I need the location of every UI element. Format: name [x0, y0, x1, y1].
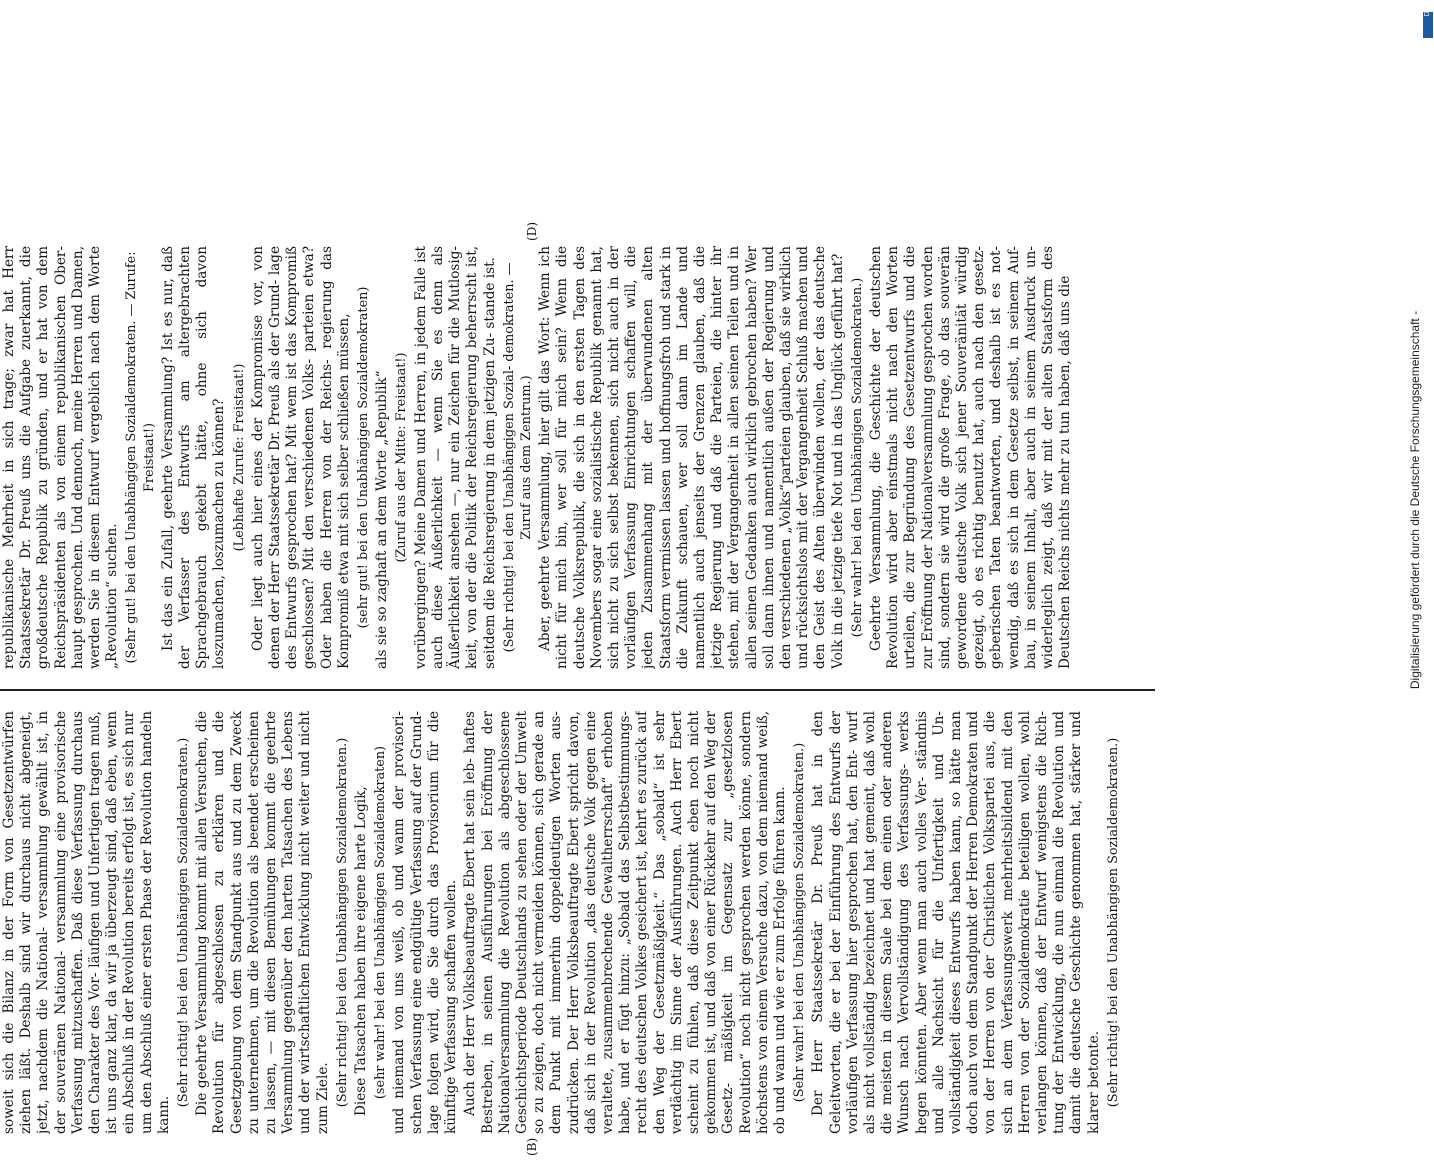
right-column	[0, 246, 1155, 669]
paragraph-text: Ist das ein Zufall, geehrte Versammlung? Ist es nur, daß der Verfasser des Entwurfs am altergebrachten Sprachgebrauch gekebt hätte, ohne sich davon loszumachen, loszumachen zu können?	[159, 245, 228, 669]
stage-direction	[1105, 711, 1122, 1134]
stage-direction	[849, 246, 866, 669]
paragraph-text: als sie so zaghaft an dem Worte „Republik“	[374, 370, 391, 669]
paragraph-text: (sehr wahr! bei den Unabhängigen Sozialdemokraten)	[373, 745, 389, 1100]
paragraph	[462, 711, 789, 1134]
text-columns	[0, 222, 1155, 1156]
paragraph	[160, 246, 229, 669]
paragraph	[391, 711, 460, 1134]
stage-direction	[231, 246, 248, 669]
paragraph-text: Diese Tatsachen haben ihre eigene harte Logik,	[353, 786, 370, 1116]
stage-direction	[123, 246, 157, 669]
paragraph-text: Die geehrte Versammlung kommt mit allen Versuchen, die Revolution für abgeschlossen zu erklären und die Gesetzgebung von dem Standpunkt aus und zu dem Zweck zu unternehmen, um die Revolution als beendet erscheinen zu lassen, — mit diesen Bemühungen kommt die geehrte Versammlung gegenüber den harten Tatsachen des Lebens und der wirtschaftlichen Entwicklung nicht weiter und nicht zum Ziele.	[194, 710, 331, 1134]
paragraph-text: Geehrte Versammlung, die Geschichte der deutschen Revolution wird aber einstmals nicht nach den Worten urteilen, die zur Begründung des Gesetzentwurfs und die zur Eröffnung der Nationalversammlung gesprochen worden sind, sondern sie wird die große Frage, ob das souverän gewordene deutsche Volk sich jener Souveränität würdig gezeigt, ob es richtig benutzt hat, auch nach den gesetz- geberischen Taten beantworten, und deshalb ist es not- wendig, daß es sich in dem Gesetze selbst, in seinem Auf- bau, in seinem Inhalt, aber auch in seinem Ausdruck un- widerleglich zeigt, daß wir mit der alten Staatsform des Deutschen Reichs nichts mehr zu tun haben, daß uns die	[867, 245, 1074, 669]
stage-direction	[334, 711, 351, 1134]
dfg-logo-text: DFG	[1424, 1, 1431, 17]
paragraph	[0, 246, 121, 669]
paragraph-text: (Sehr wahr! bei den Unabhängigen Sozialdemokraten.)	[849, 277, 865, 638]
paragraph-text: vorübergingen? Meine Damen und Herren, in jedem Falle ist auch diese Äußerlichkeit — wenn Sie es denn als Äußerlichkeit ansehen —, nur ein Zeichen für die Mutlosig- keit, von der die Politik der Reichsregierung beherrscht ist, seitdem die Reichsregierung in dem jetzigen Zu- stande ist.	[412, 245, 498, 669]
paragraph-text: (Sehr richtig! bei den Unabhängigen Sozialdemokraten.)	[334, 737, 350, 1108]
paragraph-text: und niemand von uns weiß, ob und wann der provisori- schen Verfassung eine endgültige Verfassung auf der Grund- lage folgen wird, die Sie durch das Provisorium für die künftige Verfassung schaffen wollen.	[391, 710, 460, 1134]
stage-direction	[791, 711, 808, 1134]
paragraph-text: (Sehr gut! bei den Unabhängigen Sozialdemokraten. — Zurufe: Freistaat!)	[124, 251, 157, 664]
left-column	[0, 711, 1155, 1134]
paragraph-text: Aber, geehrte Versammlung, hier gilt das Wort: Wenn ich nicht für mich bin, wer soll für mich sein? Wenn die deutsche Volksrepublik, die sich in den ersten Tagen des Novembers sogar eine sozialistische Republik genannt hat, sich nicht zu sich selbst bekennen, sich nicht auch in der vorläufigen Verfassung Einrichtungen schaffen will, die jeden Zusammenhang mit der überwundenen alten Staatsform vermissen lassen und hoffnungsfroh und stark in die Zukunft schauen, wer soll dann im Lande und namentlich auch jenseits der Grenzen glauben, daß die jetzige Regierung und daß die Parteien, die hinter ihr stehen, mit der Vergangenheit in allen seinen Teilen und in allen seinen Gedanken auch wirklich gebrochen haben? Wer soll dann ihnen und namentlich außen der Regierung und den verschiedenen „Volks“parteien glauben, daß sie wirklich und rücksichtslos mit der Vergangenheit Schluß machen und den Geist des Alten überwinden wollen, der das deutsche Volk in die jetzige tiefe Not und in das Unglück geführt hat?	[537, 245, 846, 669]
watermark-text: Digitalisierung gefördert durch die Deutsche Forschungsgemeinschaft -	[1408, 310, 1422, 690]
stage-direction	[355, 246, 372, 669]
paragraph-text: Auch der Herr Volksbeauftragte Ebert hat sein leb- haftes Bestreben, in seinen Ausführungen bei Eröffnung der Nationalversammlung die Revolution als abgeschlossene Geschichtsperiode Deutschlands zu sehen oder der Umwelt so zu zeigen, doch nicht vermeiden können, sich gerade an dem Punkt mit immerhin doppeldeutigen Worten aus- zudrücken. Der Herr Volksbeauftragte Ebert spricht davon, daß sich in der Revolution „das deutsche Volk gegen eine veraltete, zusammenbrechende Gewaltherrschaft“ erhoben habe, und er fügt hinzu: „Sobald das Selbstbestimmungs- recht des deutschen Volkes gesichert ist, kehrt es zurück auf den Weg der Gesetzmäßigkeit.“ Das „sobald“ ist sehr verdächtig im Sinne der Ausführungen. Auch Herr Ebert scheint zu fühlen, daß diese Zeitpunkt eben noch nicht gekommen ist, und daß von einer Rückkehr auf den Weg der Gesetz- mäßigkeit im Gegensatz zur „gesetzlosen Revolution“ noch nicht gesprochen werden könne, sondern höchstens von einem Versuche dazu, von dem niemand weiß, ob und wann und wie er zum Erfolge führen kann.	[462, 710, 788, 1134]
stage-direction	[501, 246, 535, 669]
digitization-watermark	[1392, 10, 1424, 990]
paragraph-text: Der Herr Staatssekretär Dr. Preuß hat in den Geleitworten, die er bei der Einführung des Entwurfs der vorläufigen Verfassung hier gesprochen hat, den Ent- wurf als nicht vollständig bezeichnet und hat gemeint, daß wohl die meisten in diesem Saale bei dem einen oder anderen Wunsch nach Vervollständigung des Verfassungs- werks hegen könnten. Aber wenn man auch volles Ver- ständnis und alle Nachsicht für die Unfertigkeit und Un- vollständigkeit dieses Entwurfs haben kann, so hätte man doch auch von dem Standpunkt der Herren Demokraten und von der Herren von der Christlichen Volkspartei aus, die sich an dem Verfassungswerk mehrheitsbildend mit den Herren von der Sozialdemokratie beteiligen wollen, wohl verlangen können, daß der Entwurf wenigstens die Rich- tung der Entwicklung, die nun einmal die Revolution und damit die deutsche Geschichte genommen hat, stärker und klarer betonte.	[810, 710, 1102, 1134]
paragraph-text: (Sehr wahr! bei den Unabhängigen Sozialdemokraten.)	[792, 742, 808, 1103]
paragraph	[250, 246, 353, 669]
stage-direction	[393, 246, 410, 669]
paragraph-text: republikanische Mehrheit in sich trage; zwar hat Herr Staatssekretär Dr. Preuß uns die Aufgabe zuerkannt, die großdeutsche Republik zu gründen, und er hat von dem Reichspräsidenten als von einem republikanischen Ober- haupt gesprochen. Und dennoch, meine Herren und Damen, werden Sie in diesem Entwurf vergeblich nach dem Worte „Revolution“ suchen.	[1, 245, 121, 669]
rotated-page	[0, 220, 1177, 1160]
margin-marker-b: (B)	[525, 1137, 539, 1156]
paragraph-text: (Sehr richtig! bei den Unabhängigen Sozialdemokraten.)	[176, 737, 192, 1108]
paragraph-text: soweit sich die Bilanz in der Form von Gesetzentwürfen ziehen läßt. Deshalb sind wir durchaus nicht abgeneigt, jetzt, nachdem die National- versammlung gewählt ist, in der souveränen National- versammlung eine provisorische Verfassung mitzuschaffen. Daß diese Verfassung durchaus den Charakter des Vor- läufigen und Unfertigen tragen muß, ist uns ganz klar, da wir ja überzeugt sind, daß eben, wenn ein Abschluß in der Revolution bereits erfolgt ist, es sich nur um den Abschluß einer ersten Phase der Revolution handeln kann.	[1, 710, 172, 1134]
dfg-logo	[1423, 1, 1433, 38]
paragraph-text: (Sehr richtig! bei den Unabhängigen Sozial- demokraten. — Zuruf aus dem Zentrum.)	[501, 262, 534, 653]
paragraph	[537, 246, 847, 669]
paragraph-text: Oder liegt auch hier eines der Kompromisse vor, von denen der Herr Staatssekretär Dr. Preuß als der Grund- lage des Entwurfs gesprochen hat? Mit wem ist das Kompromiß geschlossen? Mit den verschiedenen Volks- parteien etwa? Oder haben die Herren von der Reichs- regierung das Kompromiß etwa mit sich selber schließen müssen,	[249, 245, 352, 669]
margin-marker-d: (D)	[525, 222, 539, 241]
stage-direction	[372, 711, 389, 1134]
speech-opening	[0, 711, 173, 1134]
column-divider	[0, 689, 1155, 691]
paragraph-text: (sehr gut! bei den Unabhängigen Sozialdemokraten)	[356, 286, 372, 629]
paragraph	[374, 246, 391, 669]
stage-direction	[175, 711, 192, 1134]
paragraph	[353, 711, 370, 1134]
paragraph	[810, 711, 1102, 1134]
paragraph-text: (Lebhafte Zurufe: Freistaat!)	[231, 363, 247, 552]
paragraph-text: (Zuruf aus der Mitte: Freistaat!)	[394, 352, 410, 563]
paragraph	[413, 246, 499, 669]
paragraph	[868, 246, 1074, 669]
paragraph	[194, 711, 332, 1134]
paragraph-text: (Sehr richtig! bei den Unabhängigen Sozialdemokraten.)	[1105, 737, 1121, 1108]
